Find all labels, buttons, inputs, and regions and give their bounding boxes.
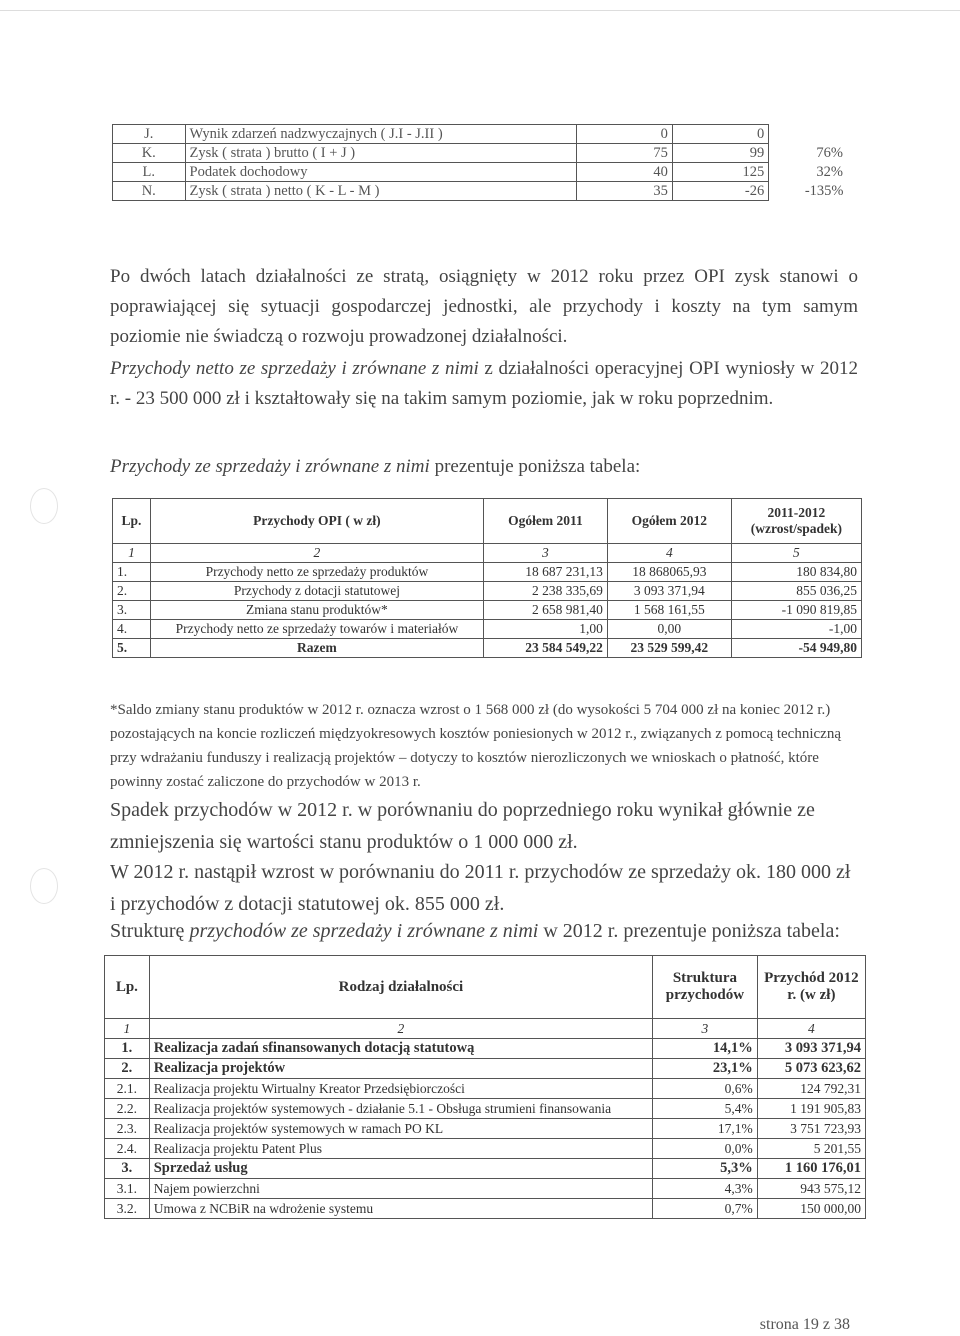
table-index-row (105, 1019, 866, 1039)
value-structure: 5,3% (653, 1159, 758, 1179)
header-2011: Ogółem 2011 (483, 499, 607, 544)
revenue-structure-table (104, 955, 866, 1219)
row-lp: 3. (105, 1159, 150, 1179)
value-change: 180 834,80 (731, 563, 861, 582)
value-structure: 4,3% (653, 1179, 758, 1199)
table-row (113, 620, 862, 639)
change-percent (769, 125, 848, 144)
header-revenue: Przychód 2012 r. (w zł) (757, 956, 865, 1019)
value-revenue: 3 751 723,93 (757, 1119, 865, 1139)
paragraph-decline: Spadek przychodów w 2012 r. w porównaniu do poprzedniego roku wynikał głównie ze zmniejszenia się wartości stanu produktów o 1 000 000 zł. (110, 799, 815, 853)
table-row (113, 601, 862, 620)
row-lp: 3. (113, 601, 151, 620)
column-index: 3 (483, 544, 607, 563)
row-label: K. (113, 144, 186, 163)
table-header-row (105, 956, 866, 1019)
value-change: -1 090 819,85 (731, 601, 861, 620)
footnote-saldo: *Saldo zmiany stanu produktów w 2012 r. oznacza wzrost o 1 568 000 zł (do wysokości 5 704 000 zł na koniec 2012 r.) pozostających na koncie rozliczeń międzyokresowych kosztów poniesionych w 2012 r., związanych z pomocą techniczną przy wdrażaniu funduszy i realizacją projektów – dotyczy to kosztów nierozliczonych we wnioskach o płatność, które powinny zostać zaliczone do przychodów w 2013 r. (110, 702, 841, 790)
table-row (113, 125, 848, 144)
row-lp: 5. (113, 639, 151, 658)
value-revenue: 943 575,12 (757, 1179, 865, 1199)
paragraph-structure-intro (110, 916, 858, 946)
column-index: 2 (150, 544, 483, 563)
paragraph-text: prezentuje poniższa tabela: (429, 456, 641, 477)
value-revenue: 3 093 371,94 (757, 1039, 865, 1059)
page-top-rule (0, 10, 960, 11)
value-2012: 125 (672, 163, 768, 182)
row-name: Zmiana stanu produktów* (150, 601, 483, 620)
row-lp: 2.3. (105, 1119, 150, 1139)
column-index: 3 (653, 1019, 758, 1039)
table-row (105, 1139, 866, 1159)
table-row (105, 1199, 866, 1219)
page-number: strona 19 z 38 (759, 1316, 850, 1333)
value-2012: 3 093 371,94 (607, 582, 731, 601)
row-description: Wynik zdarzeń nadzwyczajnych ( J.I - J.II ) (185, 125, 576, 144)
table-row (113, 163, 848, 182)
binding-hole-mark (30, 868, 58, 904)
table-row (105, 1079, 866, 1099)
table-row (113, 144, 848, 163)
column-index: 1 (113, 544, 151, 563)
row-label: L. (113, 163, 186, 182)
header-2012: Ogółem 2012 (607, 499, 731, 544)
table-row (105, 1059, 866, 1079)
row-name: Przychody netto ze sprzedaży towarów i materiałów (150, 620, 483, 639)
value-change: -1,00 (731, 620, 861, 639)
header-lp: Lp. (105, 956, 150, 1019)
row-label: N. (113, 182, 186, 201)
table-row (113, 182, 848, 201)
value-2012: 1 568 161,55 (607, 601, 731, 620)
value-revenue: 5 201,55 (757, 1139, 865, 1159)
header-lp: Lp. (113, 499, 151, 544)
value-structure: 23,1% (653, 1059, 758, 1079)
paragraph-profit: Po dwóch latach działalności ze stratą, osiągnięty w 2012 roku przez OPI zysk stanowi o poprawiającej się sytuacji gospodarczej jednostki, ale przychody i koszty na tym samym poziomie nie świadczą o rozwoju prowadzonej działalności. (110, 266, 858, 347)
row-description: Zysk ( strata ) brutto ( I + J ) (185, 144, 576, 163)
value-change: -54 949,80 (731, 639, 861, 658)
value-structure: 14,1% (653, 1039, 758, 1059)
change-percent: 76% (816, 144, 843, 161)
italic-phrase: Przychody netto ze sprzedaży i zrównane z nimi (110, 358, 479, 379)
value-2011: 35 (576, 182, 672, 201)
value-2011: 1,00 (483, 620, 607, 639)
row-lp: 2.2. (105, 1099, 150, 1119)
value-revenue: 150 000,00 (757, 1199, 865, 1219)
value-structure: 5,4% (653, 1099, 758, 1119)
table-row (113, 639, 862, 658)
value-2011: 0 (576, 125, 672, 144)
value-structure: 17,1% (653, 1119, 758, 1139)
row-lp: 1. (113, 563, 151, 582)
table-row (105, 1039, 866, 1059)
change-percent: 32% (816, 163, 843, 180)
row-name: Razem (150, 639, 483, 658)
header-change: 2011-2012 (wzrost/spadek) (731, 499, 861, 544)
row-lp: 2.4. (105, 1139, 150, 1159)
header-name: Rodzaj działalności (149, 956, 652, 1019)
value-2012: -26 (672, 182, 768, 201)
table-row (105, 1119, 866, 1139)
row-lp: 2. (113, 582, 151, 601)
row-name: Realizacja projektu Patent Plus (149, 1139, 652, 1159)
binding-hole-mark (30, 488, 58, 524)
table-row (105, 1179, 866, 1199)
row-lp: 3.1. (105, 1179, 150, 1199)
value-revenue: 1 191 905,83 (757, 1099, 865, 1119)
value-change: 855 036,25 (731, 582, 861, 601)
row-name: Przychody z dotacji statutowej (150, 582, 483, 601)
value-2011: 75 (576, 144, 672, 163)
value-revenue: 5 073 623,62 (757, 1059, 865, 1079)
row-lp: 1. (105, 1039, 150, 1059)
row-name: Sprzedaż usług (149, 1159, 652, 1179)
value-structure: 0,6% (653, 1079, 758, 1099)
table-header-row (113, 499, 862, 544)
column-index: 5 (731, 544, 861, 563)
column-index: 2 (149, 1019, 652, 1039)
header-structure: Struktura przychodów (653, 956, 758, 1019)
column-index: 4 (757, 1019, 865, 1039)
row-name: Realizacja projektów (149, 1059, 652, 1079)
row-lp: 3.2. (105, 1199, 150, 1219)
row-name: Realizacja projektów systemowych - działanie 5.1 - Obsługa strumieni finansowania (149, 1099, 652, 1119)
value-structure: 0,0% (653, 1139, 758, 1159)
row-name: Umowa z NCBiR na wdrożenie systemu (149, 1199, 652, 1219)
paragraph-table-intro (110, 452, 858, 482)
row-description: Podatek dochodowy (185, 163, 576, 182)
row-lp: 2. (105, 1059, 150, 1079)
table-row (113, 563, 862, 582)
row-lp: 4. (113, 620, 151, 639)
value-2011: 2 238 335,69 (483, 582, 607, 601)
value-2012: 18 868065,93 (607, 563, 731, 582)
paragraph-revenue (110, 354, 858, 414)
value-2012: 23 529 599,42 (607, 639, 731, 658)
italic-phrase: przychodów ze sprzedaży i zrównane z nimi (189, 920, 539, 942)
column-index: 4 (607, 544, 731, 563)
value-revenue: 124 792,31 (757, 1079, 865, 1099)
row-name: Najem powierzchni (149, 1179, 652, 1199)
table-row (105, 1099, 866, 1119)
row-label: J. (113, 125, 186, 144)
row-lp: 2.1. (105, 1079, 150, 1099)
table-index-row (113, 544, 862, 563)
income-summary-table (112, 124, 848, 201)
paragraph-text: Strukturę (110, 920, 190, 942)
header-name: Przychody OPI ( w zł) (150, 499, 483, 544)
value-2011: 23 584 549,22 (483, 639, 607, 658)
value-2011: 40 (576, 163, 672, 182)
paragraph-text: z działalności operacyjnej OPI wyniosły w 2012 r. - 23 500 000 zł i kształtowały się na takim samym poziomie, jak w roku poprzednim. (110, 358, 858, 409)
row-name: Realizacja projektu Wirtualny Kreator Przedsiębiorczości (149, 1079, 652, 1099)
row-description: Zysk ( strata ) netto ( K - L - M ) (185, 182, 576, 201)
table-row (105, 1159, 866, 1179)
value-2012: 99 (672, 144, 768, 163)
table-row (113, 582, 862, 601)
column-index: 1 (105, 1019, 150, 1039)
value-revenue: 1 160 176,01 (757, 1159, 865, 1179)
italic-phrase: Przychody ze sprzedaży i zrównane z nimi (110, 456, 430, 477)
value-2012: 0,00 (607, 620, 731, 639)
row-name: Realizacja zadań sfinansowanych dotacją statutową (149, 1039, 652, 1059)
value-structure: 0,7% (653, 1199, 758, 1219)
revenue-table (112, 498, 862, 658)
value-2012: 0 (672, 125, 768, 144)
paragraph-text: w 2012 r. prezentuje poniższa tabela: (538, 920, 840, 942)
value-2011: 18 687 231,13 (483, 563, 607, 582)
row-name: Przychody netto ze sprzedaży produktów (150, 563, 483, 582)
value-2011: 2 658 981,40 (483, 601, 607, 620)
paragraph-growth: W 2012 r. nastąpił wzrost w porównaniu do 2011 r. przychodów ze sprzedaży ok. 180 000 zł i przychodów z dotacji statutowej ok. 855 000 zł. (110, 861, 851, 915)
row-name: Realizacja projektów systemowych w ramach PO KL (149, 1119, 652, 1139)
change-percent: -135% (804, 182, 844, 199)
